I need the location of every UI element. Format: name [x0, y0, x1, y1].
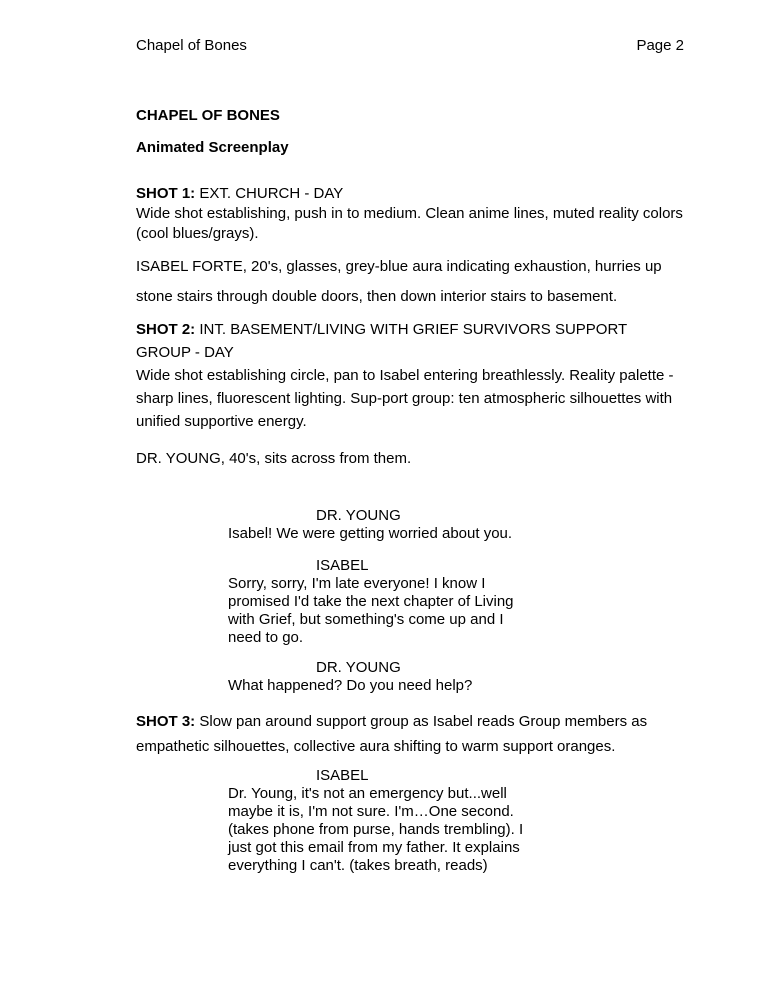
header-document-title: Chapel of Bones [136, 37, 247, 54]
dialogue-block [228, 767, 684, 875]
shot3-label: SHOT 3: [136, 713, 196, 730]
shot2-scene: INT. BASEMENT/LIVING WITH GRIEF SURVIVORS SUPPORT GROUP - DAY [136, 321, 627, 361]
shot1-scene: EXT. CHURCH - DAY [199, 185, 344, 202]
shot1-label: SHOT 1: [136, 185, 196, 202]
page-header [136, 36, 684, 56]
shot3-description: Slow pan around support group as Isabel reads Group members as empathetic silhouettes, collective aura shifting to warm support oranges. [136, 713, 648, 755]
shot1-heading [136, 184, 684, 204]
dialogue-text: What happened? Do you need help? [228, 677, 473, 694]
character-name: DR. YOUNG [316, 507, 401, 524]
dialogue-text: Sorry, sorry, I'm late everyone! I know I promised I'd take the next chapter of Living with Grief, but something's come up and I need to go. [228, 575, 514, 646]
action-paragraph-dr-young-intro: DR. YOUNG, 40's, sits across from them. [136, 450, 412, 467]
dialogue-block [228, 507, 684, 543]
header-page-number: Page 2 [636, 37, 684, 54]
dialogue-block [228, 557, 684, 647]
shot3-heading [136, 709, 684, 759]
shot2-description: Wide shot establishing circle, pan to Isabel entering breathlessly. Reality palette - sharp lines, fluorescent lighting. Sup-port group: ten atmospheric silhouettes with unified supportive energy. [136, 367, 674, 430]
dialogue-text: Dr. Young, it's not an emergency but...well maybe it is, I'm not sure. I'm…One second. (takes phone from purse, hands trembling). I just got this email from my father. It explains everything I can't. (takes breath, reads) [228, 785, 524, 874]
character-name: DR. YOUNG [316, 659, 401, 676]
script-subtitle: Animated Screenplay [136, 139, 289, 156]
script-title: CHAPEL OF BONES [136, 107, 280, 124]
character-name: ISABEL [316, 767, 369, 784]
shot2-label: SHOT 2: [136, 321, 196, 338]
character-name: ISABEL [316, 557, 369, 574]
shot1-description: Wide shot establishing, push in to medium. Clean anime lines, muted reality colors (cool blues/grays). [136, 205, 683, 242]
shot2-heading [136, 318, 684, 364]
dialogue-text: Isabel! We were getting worried about you. [228, 525, 513, 542]
action-paragraph-isabel-intro: ISABEL FORTE, 20's, glasses, grey-blue aura indicating exhaustion, hurries up stone stairs through double doors, then down interior stairs to basement. [136, 258, 662, 305]
dialogue-block [228, 659, 684, 695]
